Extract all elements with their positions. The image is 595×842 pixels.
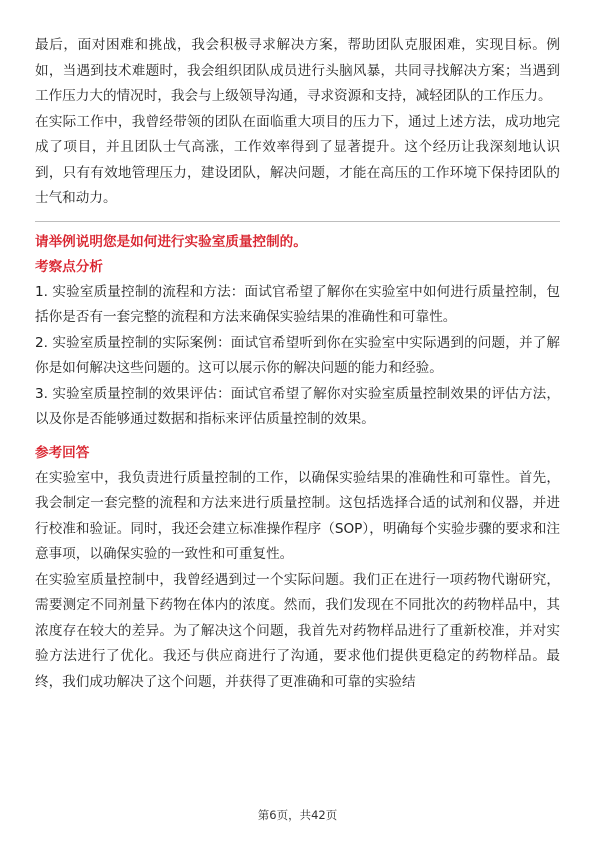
analysis-item-1: 1. 实验室质量控制的流程和方法：面试官希望了解你在实验室中如何进行质量控制，包括你是否有一套完整的流程和方法来确保实验结果的准确性和可靠性。: [35, 283, 560, 325]
intro-paragraph-2: 在实际工作中，我曾经带领的团队在面临重大项目的压力下，通过上述方法，成功地完成了项目，并且团队士气高涨，工作效率得到了显著提升。这个经历让我深刻地认识到，只有有效地管理压力，建设团队，解决问题，才能在高压的工作环境下保持团队的士气和动力。: [35, 113, 560, 206]
page-number: 第6页，共42页: [257, 808, 338, 822]
answer-title: 参考回答: [35, 444, 90, 461]
answer-paragraph-1: 在实验室中，我负责进行质量控制的工作，以确保实验结果的准确性和可靠性。首先，我会制定一套完整的流程和方法来进行质量控制。这包括选择合适的试剂和仪器，并进行校准和验证。同时，我还会建立标准操作程序（SOP），明确每个实验步骤的要求和注意事项，以确保实验的一致性和可重复性。: [35, 469, 560, 562]
question-heading: 请举例说明您是如何进行实验室质量控制的。: [35, 233, 307, 250]
answer-paragraph-2: 在实验室质量控制中，我曾经遇到过一个实际问题。我们正在进行一项药物代谢研究，需要测定不同剂量下药物在体内的浓度。然而，我们发现在不同批次的药物样品中，其浓度存在较大的差异。为了解决这个问题，我首先对药物样品进行了重新校准，并对实验方法进行了优化。我还与供应商进行了沟通，要求他们提供更稳定的药物样品。最终，我们成功解决了这个问题，并获得了更准确和可靠的实验结: [35, 571, 560, 690]
analysis-title: 考察点分析: [35, 258, 103, 275]
analysis-item-3: 3. 实验室质量控制的效果评估：面试官希望了解你对实验室质量控制效果的评估方法，以及你是否能够通过数据和指标来评估质量控制的效果。: [35, 385, 560, 427]
analysis-item-2: 2. 实验室质量控制的实际案例：面试官希望听到你在实验室中实际遇到的问题，并了解你是如何解决这些问题的。这可以展示你的解决问题的能力和经验。: [35, 334, 560, 376]
section-divider: [35, 221, 560, 222]
document-body: [35, 33, 560, 695]
intro-paragraph-1: 最后，面对困难和挑战，我会积极寻求解决方案，帮助团队克服困难，实现目标。例如，当遇到技术难题时，我会组织团队成员进行头脑风暴，共同寻找解决方案；当遇到工作压力大的情况时，我会与上级领导沟通，寻求资源和支持，减轻团队的工作压力。: [35, 37, 560, 104]
